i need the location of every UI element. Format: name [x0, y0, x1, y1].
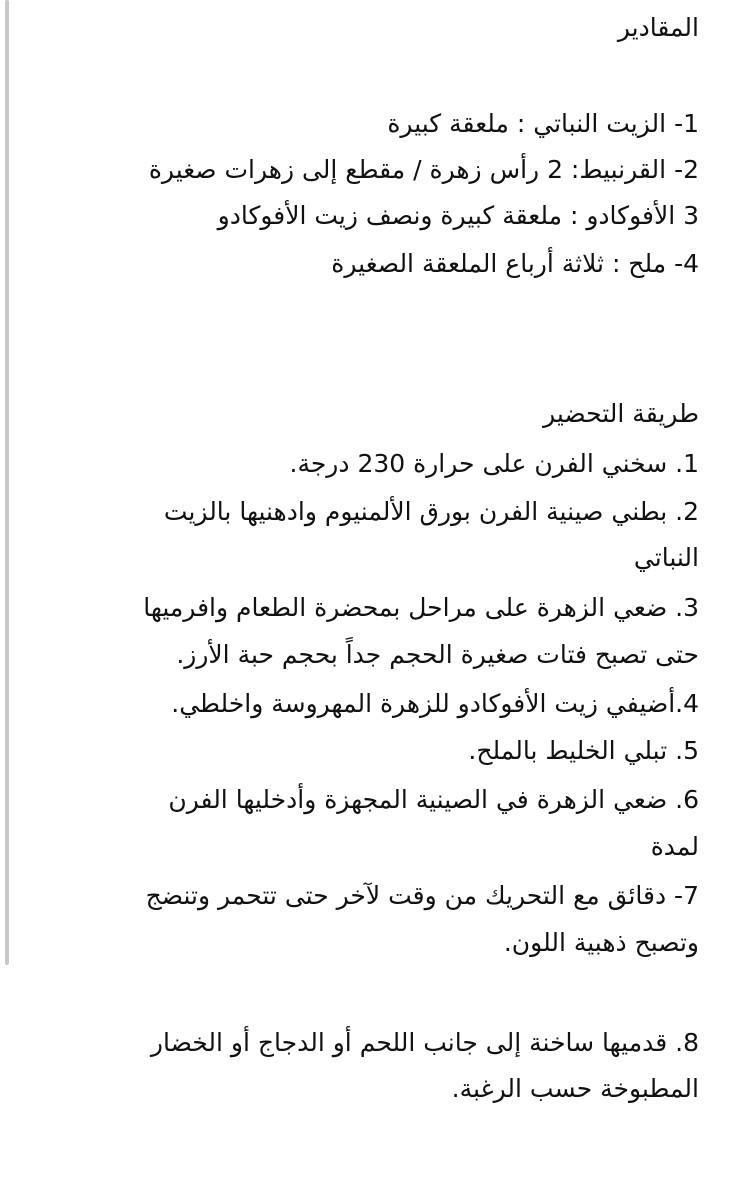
scroll-indicator[interactable] — [5, 0, 9, 965]
ingredient-line: 3 الأفوكادو : ملعقة كبيرة ونصف زيت الأفوكادو — [217, 201, 699, 230]
method-line: 8. قدميها ساخنة إلى جانب اللحم أو الدجاج أو الخضار — [150, 1028, 699, 1057]
ingredient-line: 1- الزيت النباتي : ملعقة كبيرة — [387, 109, 699, 138]
method-line: 3. ضعي الزهرة على مراحل بمحضرة الطعام وافرميها — [143, 593, 699, 622]
method-line: حتى تصبح فتات صغيرة الحجم جداً بحجم حبة الأرز. — [176, 640, 699, 669]
method-line: لمدة — [650, 832, 699, 861]
ingredient-line: 4- ملح : ثلاثة أرباع الملعقة الصغيرة — [331, 249, 699, 278]
method-line: 1. سخني الفرن على حرارة 230 درجة. — [289, 449, 699, 478]
method-line: 2. بطني صينية الفرن بورق الألمنيوم وادهنيها بالزيت — [163, 497, 699, 526]
method-line: النباتي — [633, 543, 699, 572]
method-line: 7- دقائق مع التحريك من وقت لآخر حتى تتحمر وتنضج — [145, 881, 699, 910]
ingredients-heading: المقادير — [617, 13, 699, 42]
method-line: المطبوخة حسب الرغبة. — [451, 1074, 699, 1103]
method-line: 5. تبلي الخليط بالملح. — [468, 736, 699, 765]
method-line: وتصبح ذهبية اللون. — [503, 928, 699, 957]
ingredient-line: 2- القرنبيط: 2 رأس زهرة / مقطع إلى زهرات صغيرة — [148, 155, 699, 184]
method-line: 4.أضيفي زيت الأفوكادو للزهرة المهروسة واخلطي. — [171, 689, 699, 718]
method-heading: طريقة التحضير — [543, 399, 699, 428]
method-line: 6. ضعي الزهرة في الصينية المجهزة وأدخليها الفرن — [168, 785, 699, 814]
